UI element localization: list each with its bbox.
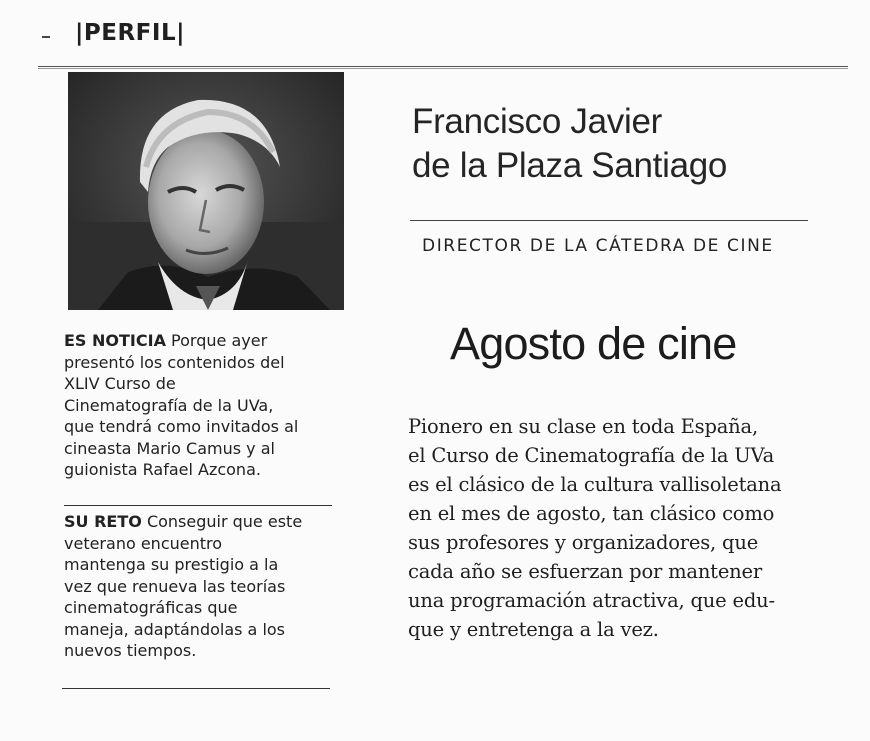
profile-name	[412, 100, 727, 188]
name-rule	[410, 220, 808, 221]
es-noticia-first-line	[64, 330, 354, 352]
su-reto-line: vez que renueva las teorías	[64, 576, 286, 596]
su-reto-line: nuevos tiempos.	[64, 641, 197, 660]
article-headline: Agosto de cine	[450, 318, 737, 369]
es-noticia-box	[64, 330, 354, 481]
body-line: en el mes de agosto, tan clásico como	[408, 502, 775, 525]
es-noticia-line: XLIV Curso de	[64, 374, 176, 393]
su-reto-line: cinematográficas que	[64, 598, 238, 617]
es-noticia-label: ES NOTICIA	[64, 331, 166, 350]
su-reto-line: mantenga su prestigio a la	[64, 555, 279, 574]
side-rule-1	[64, 505, 332, 506]
portrait-icon	[68, 72, 344, 310]
es-noticia-line: que tendrá como invitados al	[64, 417, 299, 436]
body-line: Pionero en su clase en toda España,	[408, 415, 758, 438]
su-reto-line: veterano encuentro	[64, 533, 223, 553]
es-noticia-line: Cinematografía de la UVa,	[64, 395, 274, 415]
es-noticia-line: presentó los contenidos del	[64, 352, 285, 372]
su-reto-label: SU RETO	[64, 512, 142, 531]
es-noticia-line: cineasta Mario Camus y al	[64, 438, 275, 458]
es-noticia-line: guionista Rafael Azcona.	[64, 460, 261, 479]
top-rule	[38, 66, 848, 67]
margin-dash	[42, 36, 50, 38]
profile-role: DIRECTOR DE LA CÁTEDRA DE CINE	[422, 236, 774, 256]
es-noticia-first: Porque ayer	[165, 331, 268, 350]
body-line: cada año se esfuerzan por mantener	[408, 560, 762, 583]
su-reto-box	[64, 511, 354, 662]
article-body	[408, 412, 818, 644]
body-line: que y entretenga a la vez.	[408, 618, 659, 641]
body-line: sus profesores y organizadores, que	[408, 531, 759, 554]
portrait-photo	[68, 72, 344, 310]
name-line-2: de la Plaza Santiago	[412, 146, 728, 185]
top-rule-shadow	[38, 68, 848, 69]
body-line: es el clásico de la cultura vallisoletana	[408, 473, 782, 496]
side-rule-2	[62, 688, 330, 689]
body-line: el Curso de Cinematografía de la UVa	[408, 444, 775, 467]
name-line-1: Francisco Javier	[412, 102, 662, 141]
su-reto-first-line	[64, 511, 354, 533]
su-reto-line: maneja, adaptándolas a los	[64, 619, 286, 639]
section-tag: |PERFIL|	[75, 20, 186, 46]
su-reto-first: Conseguir que este	[141, 512, 303, 531]
body-line: una programación atractiva, que edu-	[408, 589, 775, 612]
